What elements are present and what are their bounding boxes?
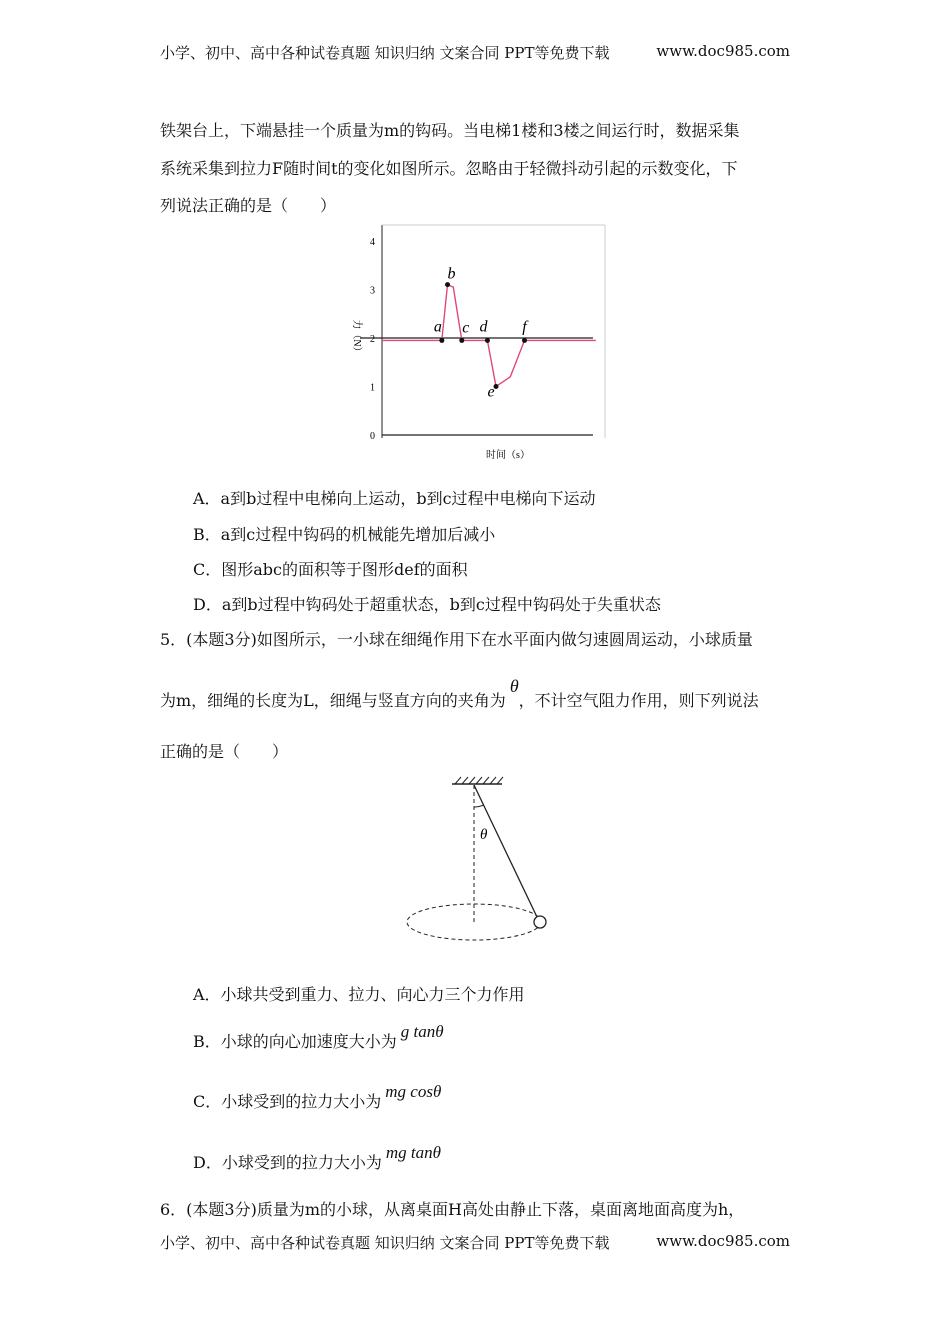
theta-label: θ [480, 827, 488, 843]
header-title: 小学、初中、高中各种试卷真题 知识归纳 文案合同 PPT等免费下载 [160, 44, 610, 62]
point-d [485, 338, 490, 343]
conical-pendulum-figure [400, 775, 560, 945]
q4-option-d: D．a到b过程中钩码处于超重状态，b到c过程中钩码处于失重状态 [193, 595, 661, 614]
header-site: www.doc985.com [656, 42, 790, 60]
q5-stem-line2-b: ，不计空气阻力作用，则下列说法 [518, 691, 759, 710]
angle-arc [474, 805, 484, 807]
q5-stem-line3: 正确的是（ ） [160, 742, 289, 761]
q4-option-c: C．图形abc的面积等于图形def的面积 [193, 560, 468, 579]
q4-option-b: B．a到c过程中钩码的机械能先增加后减小 [193, 525, 496, 544]
q5-option-b-text: B．小球的向心加速度大小为 [193, 1032, 397, 1051]
q5-stem-line2-a: 为m，细绳的长度为L，细绳与竖直方向的夹角为 [160, 691, 506, 710]
force-series-line [382, 285, 596, 387]
point-label-b: b [447, 265, 456, 283]
point-label-e: e [487, 383, 495, 401]
q5-option-d-formula: mg tanθ [385, 1143, 441, 1162]
point-label-c: c [462, 319, 470, 337]
q5-stem-line2 [160, 676, 759, 711]
q4-option-a: A．a到b过程中电梯向上运动，b到c过程中电梯向下运动 [193, 489, 596, 508]
y-tick-label-0: 0 [370, 431, 375, 442]
point-a [439, 338, 444, 343]
string [474, 785, 537, 917]
y-tick-label-1: 1 [370, 382, 375, 394]
y-tick-label-3: 3 [370, 285, 375, 297]
force-time-chart [340, 220, 615, 465]
x-axis-label: 时间（s） [486, 450, 530, 461]
q5-option-b [193, 1022, 444, 1052]
point-b [445, 282, 450, 287]
ball [534, 916, 546, 928]
q5-option-c [193, 1082, 442, 1112]
ceiling-hatching [455, 777, 503, 784]
y-tick-label-2: 2 [370, 334, 375, 345]
q5-option-c-formula: mg cosθ [385, 1082, 442, 1101]
q4-stem-line2: 系统采集到拉力F随时间t的变化如图所示。忽略由于轻微抖动引起的示数变化，下 [160, 159, 738, 178]
point-f [522, 338, 527, 343]
q4-stem-line1: 铁架台上，下端悬挂一个质量为m的钩码。当电梯1楼和3楼之间运行时，数据采集 [160, 121, 740, 140]
footer-site: www.doc985.com [656, 1232, 790, 1250]
theta-symbol: θ [509, 676, 519, 696]
page-header [160, 42, 790, 63]
q5-option-a-text: A．小球共受到重力、拉力、向心力三个力作用 [193, 985, 525, 1004]
page-footer [160, 1232, 790, 1253]
q5-option-d [193, 1143, 441, 1173]
y-tick-label-4: 4 [370, 237, 375, 248]
q4-stem-line3: 列说法正确的是（ ） [160, 196, 337, 215]
q5-option-c-text: C．小球受到的拉力大小为 [193, 1092, 382, 1111]
y-axis-label: 力（N） [351, 319, 362, 357]
q6-stem-line1: 6．(本题3分)质量为m的小球，从离桌面H高处由静止下落，桌面离地面高度为h， [160, 1200, 745, 1219]
point-label-f: f [522, 318, 527, 336]
q5-option-b-formula: g tanθ [400, 1022, 444, 1041]
point-label-a: a [433, 318, 442, 336]
point-c [459, 338, 464, 343]
point-label-d: d [479, 318, 488, 336]
q5-option-d-text: D．小球受到的拉力大小为 [193, 1153, 382, 1172]
footer-title: 小学、初中、高中各种试卷真题 知识归纳 文案合同 PPT等免费下载 [160, 1234, 610, 1252]
q5-option-a [193, 982, 525, 1005]
q5-stem-line1: 5．(本题3分)如图所示，一小球在细绳作用下在水平面内做匀速圆周运动，小球质量 [160, 630, 753, 649]
